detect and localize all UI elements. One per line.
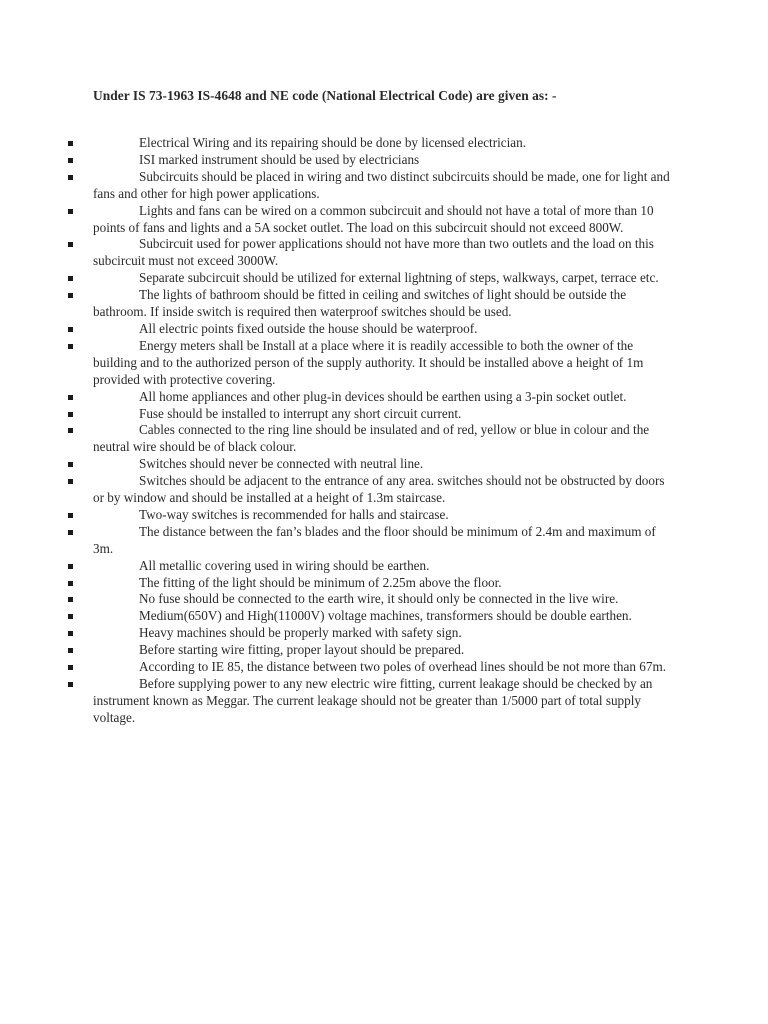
list-item	[0, 236, 676, 270]
square-bullet-icon	[68, 530, 73, 535]
list-item-text: Cables connected to the ring line should be insulated and of red, yellow or blue in colour and the neutral wire should be of black colour.	[93, 422, 650, 455]
square-bullet-icon	[68, 581, 73, 586]
document-heading: Under IS 73-1963 IS-4648 and NE code (National Electrical Code) are given as: -	[93, 88, 557, 103]
square-bullet-icon	[68, 141, 73, 146]
list-item	[0, 642, 676, 659]
list-item-text: Lights and fans can be wired on a common subcircuit and should not have a total of more than 10 points of fans and lights and a 5A socket outlet. The load on this subcircuit should not exceed 800W.	[93, 202, 654, 235]
list-item-text: ISI marked instrument should be used by electricians	[139, 151, 420, 167]
list-item	[0, 575, 676, 592]
list-item-text: Separate subcircuit should be utilized for external lightning of steps, walkways, carpet, terrace etc.	[139, 270, 659, 286]
list-item-text: The lights of bathroom should be fitted in ceiling and switches of light should be outside the bathroom. If inside switch is required then waterproof switches should be used.	[93, 287, 627, 320]
list-item-text: Subcircuits should be placed in wiring and two distinct subcircuits should be made, one for light and fans and other for high power applications.	[93, 168, 670, 201]
rules-list	[0, 135, 768, 727]
list-item-text: Switches should never be connected with neutral line.	[139, 456, 424, 472]
list-item	[0, 203, 676, 237]
list-item	[0, 507, 676, 524]
list-item-text: All home appliances and other plug-in devices should be earthen using a 3-pin socket outlet.	[139, 388, 627, 404]
list-item	[0, 135, 676, 152]
list-item-text: According to IE 85, the distance between two poles of overhead lines should be not more than 67m.	[139, 659, 666, 675]
square-bullet-icon	[68, 242, 73, 247]
list-item	[0, 558, 676, 575]
square-bullet-icon	[68, 564, 73, 569]
list-item	[0, 608, 676, 625]
square-bullet-icon	[68, 631, 73, 636]
list-item	[0, 524, 676, 558]
square-bullet-icon	[68, 175, 73, 180]
list-item	[0, 422, 676, 456]
square-bullet-icon	[68, 597, 73, 602]
square-bullet-icon	[68, 395, 73, 400]
square-bullet-icon	[68, 513, 73, 518]
square-bullet-icon	[68, 327, 73, 332]
list-item-text: The fitting of the light should be minimum of 2.25m above the floor.	[139, 574, 502, 590]
list-item	[0, 389, 676, 406]
list-item-text: All electric points fixed outside the house should be waterproof.	[139, 320, 478, 336]
square-bullet-icon	[68, 276, 73, 281]
list-item-text: Switches should be adjacent to the entrance of any area. switches should not be obstructed by doors or by window and should be installed at a height of 1.3m staircase.	[93, 473, 665, 506]
square-bullet-icon	[68, 428, 73, 433]
square-bullet-icon	[68, 209, 73, 214]
list-item	[0, 321, 676, 338]
list-item	[0, 456, 676, 473]
list-item-text: Energy meters shall be Install at a place where it is readily accessible to both the owner of the building and to the authorized person of the supply authority. It should be installed above a height of 1m provided with protective covering.	[93, 337, 644, 387]
list-item-text: Before supplying power to any new electric wire fitting, current leakage should be checked by an instrument known as Meggar. The current leakage should not be greater than 1/5000 part of total supply voltage.	[93, 676, 653, 725]
square-bullet-icon	[68, 648, 73, 653]
square-bullet-icon	[68, 158, 73, 163]
list-item-text: The distance between the fan’s blades and the floor should be minimum of 2.4m and maximum of 3m.	[93, 523, 656, 556]
list-item	[0, 270, 676, 287]
list-item	[0, 169, 676, 203]
list-item	[0, 473, 676, 507]
list-item-text: Two-way switches is recommended for halls and staircase.	[139, 506, 449, 522]
list-item-text: All metallic covering used in wiring should be earthen.	[139, 557, 430, 573]
list-item	[0, 152, 676, 169]
list-item-text: Subcircuit used for power applications should not have more than two outlets and the load on this subcircuit must not exceed 3000W.	[93, 236, 654, 269]
square-bullet-icon	[68, 412, 73, 417]
list-item-text: Before starting wire fitting, proper layout should be prepared.	[139, 642, 465, 658]
list-item-text: Electrical Wiring and its repairing should be done by licensed electrician.	[139, 135, 527, 150]
square-bullet-icon	[68, 462, 73, 467]
list-item-text: Fuse should be installed to interrupt any short circuit current.	[139, 405, 462, 421]
square-bullet-icon	[68, 682, 73, 687]
list-item	[0, 659, 676, 676]
list-item-text: Medium(650V) and High(11000V) voltage machines, transformers should be double earthen.	[139, 608, 632, 624]
list-item	[0, 287, 676, 321]
list-item	[0, 338, 676, 389]
square-bullet-icon	[68, 344, 73, 349]
list-item-text: Heavy machines should be properly marked with safety sign.	[139, 625, 462, 641]
list-item	[0, 406, 676, 423]
square-bullet-icon	[68, 614, 73, 619]
list-item	[0, 676, 676, 727]
square-bullet-icon	[68, 479, 73, 484]
square-bullet-icon	[68, 293, 73, 298]
list-item-text: No fuse should be connected to the earth wire, it should only be connected in the live wire.	[139, 591, 619, 607]
square-bullet-icon	[68, 665, 73, 670]
list-item	[0, 625, 676, 642]
list-item	[0, 591, 676, 608]
